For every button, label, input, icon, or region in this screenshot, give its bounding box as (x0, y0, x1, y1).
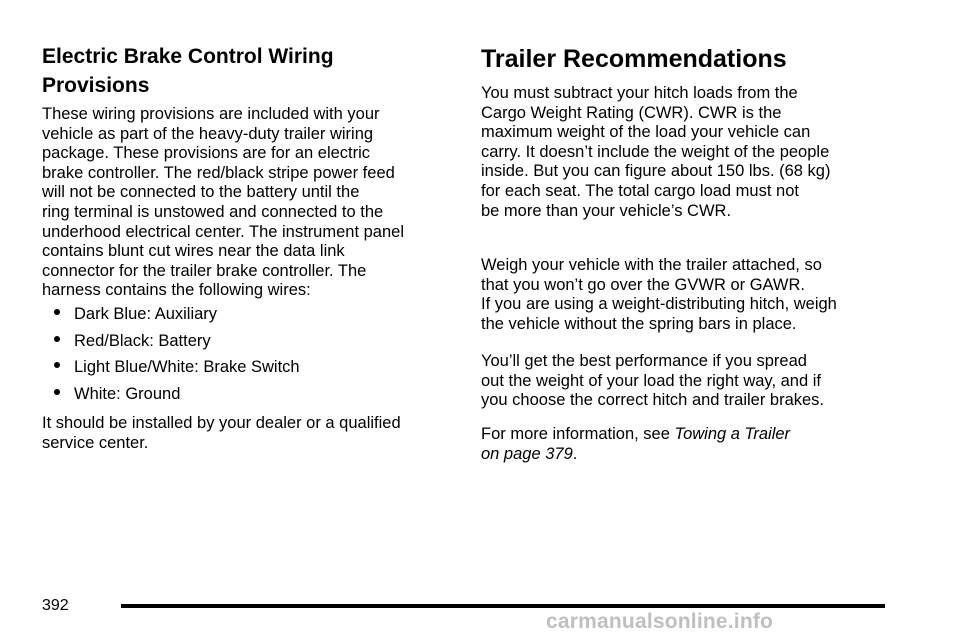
performance-paragraph: You’ll get the best performance if you spread out the weight of your load the right way, and if you choose the correct hitch and trailer brakes. (481, 352, 825, 410)
list-item: Red/Black: Battery (42, 332, 300, 359)
section-title-trailer-recommendations: Trailer Recommendations (481, 45, 787, 73)
more-info-paragraph: For more information, see Towing a Trailer on page 379. (481, 425, 791, 463)
towing-reference-link[interactable]: Towing a Trailer on page 379 (481, 425, 791, 463)
bullet-icon (54, 362, 60, 368)
section-title-brake-wiring: Electric Brake Control Wiring Provisions (42, 45, 334, 97)
list-item: Dark Blue: Auxiliary (42, 305, 300, 332)
wiring-intro-paragraph: These wiring provisions are included with your vehicle as part of the heavy-duty trailer wiring package. These provisions are for an electric brake controller. The red/black stripe power feed will not be connected to the battery until the ring terminal is unstowed and connected to the underhood electrical center. The instrument panel contains blunt cut wires near the data link connector for the trailer brake controller. The harness contains the following wires: (42, 105, 405, 300)
cwr-paragraph: You must subtract your hitch loads from the Cargo Weight Rating (CWR). CWR is the maximum weight of the load your vehicle can carry. It doesn’t include the weight of the people inside. But you can figure about 150 lbs. (68 kg) for each seat. The total cargo load must not be more than your vehicle’s CWR. (481, 84, 831, 220)
list-item: White: Ground (42, 385, 300, 412)
page-number: 392 (42, 597, 69, 614)
footer-divider (121, 604, 885, 608)
wire-list (42, 305, 300, 411)
weigh-paragraph: Weigh your vehicle with the trailer attached, so that you won’t go over the GVWR or GAWR. If you are using a weight-distributing hitch, weigh the vehicle without the spring bars in place. (481, 256, 837, 333)
bullet-icon (54, 336, 60, 342)
bullet-icon (54, 389, 60, 395)
installation-note: It should be installed by your dealer or a qualified service center. (42, 414, 401, 452)
bullet-icon (54, 309, 60, 315)
list-item: Light Blue/White: Brake Switch (42, 358, 300, 385)
watermark: carmanualsonline.info (546, 610, 774, 633)
